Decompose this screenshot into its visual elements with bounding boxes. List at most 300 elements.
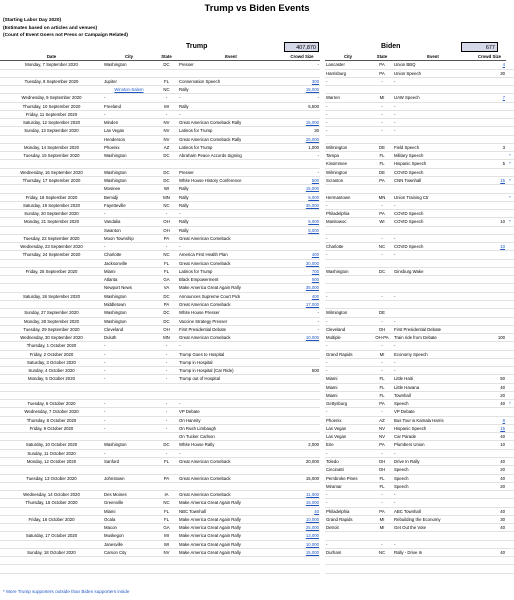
biden-state-cell: - [371,292,393,300]
trump-event-cell: Rally [178,226,284,234]
biden-city-cell: Erie [325,441,371,449]
biden-state-cell: MI [371,94,393,102]
date-cell: Thursday, 15 October 2020 [0,499,103,507]
biden-city-cell: Miami [325,391,371,399]
asterisk-mark [506,86,514,94]
biden-state-cell: NC [371,548,393,556]
trump-city-cell: Mosinee [103,185,155,193]
biden-event-cell: - [393,119,473,127]
trump-state-cell: DC [155,292,178,300]
trump-state-cell: GA [155,276,178,284]
biden-state-cell: - [371,234,393,242]
biden-state-cell [371,276,393,284]
biden-event-cell: - [393,292,473,300]
trump-city-cell: Washington [103,309,155,317]
trump-event-cell: - [178,342,284,350]
table-row [0,300,514,308]
table-row [0,86,514,94]
biden-event-cell [393,284,473,292]
trump-crowd-cell[interactable]: 30,000 [284,259,320,267]
trump-crowd-cell [284,449,320,457]
date-cell: Saturday, 19 September 2020 [0,201,103,209]
biden-state-cell: - [371,251,393,259]
trump-crowd-cell[interactable]: 400 [284,292,320,300]
trump-state-cell: - [155,350,178,358]
table-row [0,119,514,127]
asterisk-mark [506,309,514,317]
trump-total-cell[interactable]: 407,870 [284,42,319,52]
date-cell: Wednesday, 30 September 2020 [0,334,103,342]
table-row [0,185,514,193]
biden-city-cell [325,135,371,143]
biden-event-cell: - [393,127,473,135]
trump-event-cell: White House Presser [178,309,284,317]
biden-event-cell: Economy Speech [393,350,473,358]
trump-event-cell [178,391,284,399]
trump-city-cell: Minden [103,119,155,127]
table-row [0,548,514,556]
biden-city-cell: - [325,408,371,416]
trump-crowd-cell: - [284,309,320,317]
trump-event-cell: Make America Great Again Rally [178,499,284,507]
date-cell: Saturday, 10 October 2020 [0,441,103,449]
biden-state-cell: PA [371,61,393,69]
date-cell: Monday, 28 September 2020 [0,317,103,325]
asterisk-mark [506,350,514,358]
date-cell [0,391,103,399]
table-row [0,160,514,168]
date-cell: Monday, 5 October 2020 [0,375,103,383]
trump-crowd-cell[interactable]: 35,000 [284,284,320,292]
trump-crowd-cell [284,482,320,490]
trump-crowd-cell [284,391,320,399]
biden-crowd-cell [473,540,506,548]
biden-event-cell: Speech [393,400,473,408]
biden-event-cell [393,300,473,308]
biden-state-cell: OH [371,458,393,466]
biden-crowd-cell [473,367,506,375]
trump-event-cell: Latinos for Trump [178,127,284,135]
trump-event-cell: Great American Comeback Rally [178,135,284,143]
trump-state-cell: MN [155,193,178,201]
table-row [0,259,514,267]
asterisk-mark [506,507,514,515]
asterisk-mark [506,441,514,449]
trump-city-cell: Des Moines [103,491,155,499]
trump-crowd-cell [284,557,320,565]
asterisk-mark [506,234,514,242]
trump-crowd-cell: - [284,61,320,69]
date-cell [0,482,103,490]
trump-state-cell: - [155,408,178,416]
date-cell: Thursday, 24 September 2020 [0,251,103,259]
biden-event-cell: Townhall [393,391,473,399]
trump-crowd-cell[interactable]: 13,000 [284,532,320,540]
trump-state-cell [155,433,178,441]
table-row [0,565,514,573]
trump-event-cell [178,69,284,77]
trump-state-cell: OH [155,226,178,234]
trump-city-cell: Washington [103,441,155,449]
biden-city-cell [325,532,371,540]
biden-city-cell: Cleveland [325,325,371,333]
biden-crowd-cell [473,350,506,358]
biden-event-cell: - [393,449,473,457]
date-cell: Tuesday, 15 September 2020 [0,152,103,160]
table-row [0,416,514,424]
biden-state-cell: MI [371,515,393,523]
trump-crowd-cell [284,342,320,350]
table-row [0,367,514,375]
table-row [0,152,514,160]
biden-city-cell: - [325,449,371,457]
date-cell: Monday, 14 September 2020 [0,143,103,151]
header-trump-event: Event [178,53,284,61]
trump-state-cell [155,466,178,474]
trump-state-cell: DC [155,152,178,160]
date-cell: Friday, 16 October 2020 [0,515,103,523]
date-cell: Tuesday, 8 September 2020 [0,77,103,85]
trump-state-cell: MN [155,334,178,342]
asterisk-mark [506,110,514,118]
biden-crowd-cell: 30 [473,69,506,77]
table-row [0,540,514,548]
asterisk-mark [506,276,514,284]
biden-event-cell: - [393,499,473,507]
biden-crowd-cell[interactable]: 15 [473,424,506,432]
notes-block [3,17,128,40]
date-cell [0,383,103,391]
trump-city-cell: Atlanta [103,276,155,284]
biden-crowd-cell: 50 [473,375,506,383]
biden-state-cell: MI [371,524,393,532]
biden-city-cell: Miramar [325,482,371,490]
trump-event-cell: - [178,94,284,102]
biden-city-cell [325,300,371,308]
biden-state-cell: FL [371,152,393,160]
biden-crowd-cell[interactable]: 8 [473,416,506,424]
trump-event-cell: White House Rally [178,441,284,449]
table-row [0,143,514,151]
header-trump-state: State [155,53,178,61]
trump-crowd-cell [284,408,320,416]
asterisk-mark [506,491,514,499]
asterisk-mark [506,565,514,573]
trump-crowd-cell: 20,000 [284,458,320,466]
note-line: (Estimates based on articles and venues) [3,25,98,31]
biden-event-cell: Union BBQ [393,61,473,69]
biden-state-cell: - [371,367,393,375]
table-row [0,515,514,523]
trump-event-cell: On Rush Limbaugh [178,424,284,432]
biden-state-cell: NC [371,243,393,251]
trump-state-cell: MI [155,532,178,540]
trump-event-cell: Great American Comeback [178,300,284,308]
biden-crowd-cell [473,292,506,300]
table-row [0,458,514,466]
biden-event-cell: Train ride from Debate [393,334,473,342]
asterisk-mark [506,548,514,556]
biden-city-cell: - [325,110,371,118]
trump-crowd-cell[interactable]: 700 [284,267,320,275]
biden-state-cell: - [371,77,393,85]
trump-city-cell: Cleveland [103,325,155,333]
trump-event-cell: Great American Comeback [178,458,284,466]
trump-crowd-cell[interactable]: 5,000 [284,193,320,201]
header-biden-event: Event [393,53,473,61]
trump-city-cell: Bemidji [103,193,155,201]
biden-section-title: Biden [381,43,401,50]
biden-city-cell: Toledo [325,458,371,466]
biden-city-cell: - [325,540,371,548]
asterisk-mark [506,135,514,143]
asterisk-mark [506,94,514,102]
biden-crowd-cell[interactable]: 7 [473,94,506,102]
biden-crowd-cell [473,557,506,565]
biden-city-cell: Las Vegas [325,424,371,432]
biden-event-cell: Plumbers Union [393,441,473,449]
trump-state-cell: PA [155,474,178,482]
asterisk-mark [506,243,514,251]
trump-crowd-cell[interactable]: 10,000 [284,540,320,548]
trump-city-cell: Henderson [103,135,155,143]
trump-crowd-cell[interactable]: 400 [284,251,320,259]
trump-city-cell [103,69,155,77]
biden-city-cell: - [325,77,371,85]
biden-event-cell [393,565,473,573]
trump-state-cell: IA [155,491,178,499]
trump-event-cell [178,383,284,391]
table-row [0,176,514,184]
table-row [0,433,514,441]
header-date: Date [0,53,103,61]
trump-crowd-cell[interactable]: 17,000 [284,300,320,308]
asterisk-mark [506,482,514,490]
biden-city-cell: Philadelphia [325,507,371,515]
biden-crowd-cell: 40 [473,474,506,482]
trump-event-cell: Make America Great Again Rally [178,524,284,532]
biden-event-cell: Speech [393,482,473,490]
biden-crowd-cell: 40 [473,458,506,466]
biden-event-cell: - [393,342,473,350]
trump-event-cell: Make America Great Again Rally [178,515,284,523]
biden-crowd-cell[interactable]: 4 [473,61,506,69]
biden-crowd-cell [473,259,506,267]
date-cell: Monday, 21 September 2020 [0,218,103,226]
date-cell: Thursday, 10 September 2020 [0,102,103,110]
asterisk-mark: * [506,160,514,168]
trump-state-cell: OH [155,218,178,226]
biden-state-cell: DC [371,267,393,275]
trump-crowd-cell [284,160,320,168]
biden-city-cell: Miami [325,383,371,391]
biden-crowd-cell [473,276,506,284]
column-gap [506,53,514,61]
biden-state-cell: - [371,358,393,366]
trump-crowd-cell [284,466,320,474]
table-row [0,102,514,110]
biden-event-cell: Car Parade [393,433,473,441]
biden-event-cell: Rally - Drive In [393,548,473,556]
table-row [0,127,514,135]
trump-crowd-cell: 15,000 [284,474,320,482]
biden-city-cell [325,185,371,193]
biden-state-cell [371,565,393,573]
trump-crowd-cell[interactable]: 40 [284,507,320,515]
trump-state-cell [155,557,178,565]
biden-event-cell: Union Speech [393,69,473,77]
asterisk-mark [506,292,514,300]
biden-city-cell: Philadelphia [325,210,371,218]
biden-event-cell [393,86,473,94]
biden-crowd-cell [473,342,506,350]
trump-crowd-cell[interactable]: 5,000 [284,226,320,234]
trump-crowd-cell[interactable]: 300 [284,77,320,85]
trump-section-title: Trump [186,43,208,50]
table-row [0,358,514,366]
date-cell [0,507,103,515]
table-row [0,292,514,300]
biden-state-cell: - [371,317,393,325]
asterisk-mark [506,416,514,424]
biden-event-cell: CNN Townhall [393,176,473,184]
trump-city-cell[interactable]: Winston-Salem [103,86,155,94]
biden-event-cell: Hispanic Speech [393,160,473,168]
trump-crowd-cell[interactable]: 35,000 [284,201,320,209]
trump-crowd-cell[interactable]: 15,000 [284,119,320,127]
trump-city-cell: - [103,375,155,383]
date-cell: Friday, 2 October 2020 [0,350,103,358]
biden-city-cell: Detroit [325,524,371,532]
header-trump-city: City [103,53,155,61]
trump-crowd-cell[interactable]: 15,000 [284,185,320,193]
biden-state-cell: OH [371,325,393,333]
biden-city-cell: Cincinatti [325,466,371,474]
biden-state-cell: DE [371,309,393,317]
trump-city-cell [103,160,155,168]
trump-crowd-cell[interactable]: 500 [284,276,320,284]
biden-event-cell: Ginsburg Wake [393,267,473,275]
trump-city-cell [103,466,155,474]
biden-city-cell: Las Vegas [325,433,371,441]
trump-state-cell: - [155,110,178,118]
biden-crowd-cell [473,499,506,507]
biden-state-cell [371,135,393,143]
date-cell: Friday, 9 October 2020 [0,424,103,432]
biden-event-cell: - [393,102,473,110]
date-cell: Friday, 18 September 2020 [0,193,103,201]
biden-crowd-cell[interactable]: 15 [473,176,506,184]
trump-state-cell: - [155,400,178,408]
biden-crowd-cell: 3 [473,143,506,151]
trump-crowd-cell[interactable]: 15,000 [284,548,320,556]
biden-city-cell: - [325,358,371,366]
trump-crowd-cell[interactable]: 15,000 [284,499,320,507]
trump-crowd-cell[interactable]: 10,000 [284,515,320,523]
biden-state-cell [371,259,393,267]
trump-state-cell: FL [155,267,178,275]
table-row [0,499,514,507]
trump-city-cell: Janesville [103,540,155,548]
trump-city-cell: Moon Township [103,234,155,242]
trump-crowd-cell[interactable]: 25,000 [284,524,320,532]
asterisk-mark [506,499,514,507]
biden-state-cell: - [371,499,393,507]
date-cell: Thursday, 8 October 2020 [0,416,103,424]
asterisk-mark [506,408,514,416]
trump-crowd-cell [284,350,320,358]
biden-crowd-cell [473,152,506,160]
trump-crowd-cell[interactable]: 15,000 [284,86,320,94]
biden-event-cell [393,276,473,284]
biden-state-cell [371,284,393,292]
trump-event-cell: Rally [178,218,284,226]
biden-city-cell [325,276,371,284]
biden-state-cell: FL [371,474,393,482]
trump-event-cell: Make America Great Again Rally [178,284,284,292]
table-row [0,69,514,77]
biden-crowd-cell[interactable]: 10 [473,243,506,251]
trump-state-cell: DC [155,317,178,325]
table-row [0,400,514,408]
biden-event-cell: - [393,540,473,548]
trump-crowd-cell[interactable]: 11,000 [284,491,320,499]
table-row [0,350,514,358]
trump-state-cell: NC [155,499,178,507]
biden-state-cell: FL [371,391,393,399]
date-cell: Thursday, 17 September 2020 [0,176,103,184]
table-row [0,193,514,201]
biden-event-cell [393,259,473,267]
biden-state-cell: - [371,491,393,499]
trump-crowd-cell[interactable]: 5,000 [284,218,320,226]
biden-city-cell: Miami [325,375,371,383]
trump-city-cell: Washington [103,61,155,69]
biden-crowd-cell [473,449,506,457]
trump-crowd-cell[interactable]: 500 [284,176,320,184]
biden-city-cell: - [325,342,371,350]
trump-city-cell: Washington [103,152,155,160]
trump-city-cell: Duluth [103,334,155,342]
biden-event-cell: - [393,234,473,242]
biden-city-cell: Grand Rapids [325,515,371,523]
trump-city-cell: - [103,408,155,416]
biden-state-cell [371,557,393,565]
events-table [0,53,514,574]
trump-event-cell: Make America Great Again Rally [178,532,284,540]
trump-crowd-cell [284,375,320,383]
trump-event-cell: Announces Supreme Court Pick [178,292,284,300]
trump-crowd-cell[interactable]: 25,000 [284,135,320,143]
table-row [0,94,514,102]
asterisk-mark [506,127,514,135]
table-row [0,135,514,143]
trump-crowd-cell[interactable]: 10,000 [284,334,320,342]
biden-city-cell: Multiple [325,334,371,342]
biden-city-cell: Grand Rapids [325,350,371,358]
biden-event-cell: - [393,77,473,85]
trump-event-cell: Great American Comeback [178,234,284,242]
asterisk-mark [506,515,514,523]
biden-crowd-cell [473,325,506,333]
biden-state-cell: - [371,342,393,350]
table-row [0,557,514,565]
biden-total-cell[interactable]: 677 [461,42,498,52]
biden-state-cell: PA [371,441,393,449]
biden-state-cell [371,86,393,94]
trump-event-cell: Latinos for Trump [178,267,284,275]
biden-state-cell: OH [371,466,393,474]
